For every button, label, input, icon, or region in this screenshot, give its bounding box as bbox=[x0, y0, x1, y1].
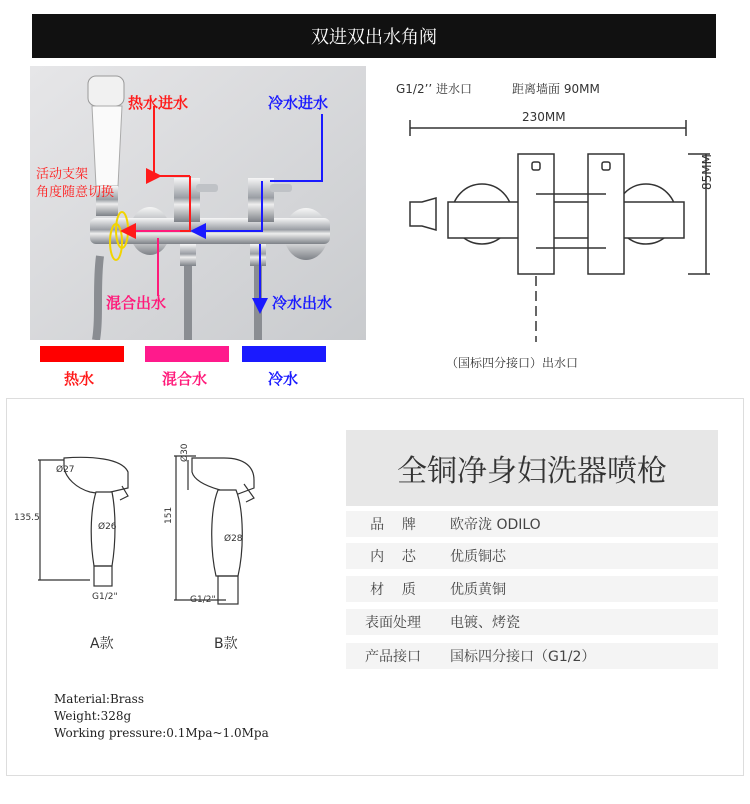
product-photo bbox=[30, 66, 366, 340]
sprayer-a-label: A款 bbox=[90, 636, 114, 652]
spec-row-material bbox=[346, 576, 718, 602]
wall-distance: 距离墙面 90MM bbox=[512, 82, 600, 96]
sprayer-a-thread: G1/2" bbox=[92, 592, 118, 602]
section-title: 双进双出水角阀 bbox=[311, 27, 437, 48]
weight-line: Weight:328g bbox=[54, 709, 132, 723]
spec-value: 欧帝泷 ODILO bbox=[450, 517, 541, 533]
spec-row-brand bbox=[346, 511, 718, 537]
spec-row-core bbox=[346, 543, 718, 569]
spec-value: 电镀、烤瓷 bbox=[450, 615, 520, 631]
spec-key: 内 芯 bbox=[370, 549, 416, 565]
cold-water-in-label: 冷水进水 bbox=[268, 94, 329, 112]
spec-key: 材 质 bbox=[370, 582, 416, 598]
spec-value: 优质铜芯 bbox=[450, 549, 506, 565]
sprayer-b-height-dim: 151 bbox=[164, 506, 174, 524]
section-header bbox=[32, 14, 716, 58]
sprayer-a-head-dim: Ø27 bbox=[56, 465, 75, 475]
width-dimension: 230MM bbox=[522, 110, 566, 124]
product-title: 全铜净身妇洗器喷枪 bbox=[397, 454, 667, 489]
bracket-note-line1: 活动支架 bbox=[36, 167, 89, 182]
sprayer-a-grip-dim: Ø26 bbox=[98, 522, 117, 532]
sprayer-b-head-dim: Ø30 bbox=[180, 443, 190, 462]
spec-value: 优质黄铜 bbox=[450, 582, 506, 598]
valve-technical-drawing bbox=[396, 110, 726, 350]
legend-swatch-mixed bbox=[145, 346, 229, 362]
spec-row-finish bbox=[346, 609, 718, 635]
hot-water-in-label: 热水进水 bbox=[128, 94, 189, 112]
sprayer-b-drawing bbox=[166, 450, 276, 616]
bracket-note-line2: 角度随意切换 bbox=[36, 185, 115, 200]
material-line: Material:Brass bbox=[54, 692, 144, 706]
spec-key: 品 牌 bbox=[370, 517, 416, 533]
spec-row-interface bbox=[346, 643, 718, 669]
legend-label-cold: 冷水 bbox=[268, 370, 299, 388]
pressure-line: Working pressure:0.1Mpa~1.0Mpa bbox=[54, 726, 269, 740]
sprayer-b-grip-dim: Ø28 bbox=[224, 534, 243, 544]
bracket-note bbox=[36, 166, 114, 202]
legend-swatch-cold bbox=[242, 346, 326, 362]
height-dimension: 85MM bbox=[700, 154, 714, 190]
product-title-box bbox=[346, 430, 718, 506]
sprayer-a-height-dim: 135.5 bbox=[14, 513, 40, 523]
spec-key: 表面处理 bbox=[365, 615, 421, 631]
legend-swatch-hot bbox=[40, 346, 124, 362]
spec-value: 国标四分接口（G1/2） bbox=[450, 649, 596, 665]
material-info bbox=[54, 691, 269, 742]
outlet-label: （国标四分接口）出水口 bbox=[446, 356, 579, 370]
legend-label-hot: 热水 bbox=[64, 370, 95, 388]
mixed-water-out-label: 混合出水 bbox=[106, 294, 167, 312]
spec-key: 产品接口 bbox=[365, 649, 421, 665]
legend-label-mixed: 混合水 bbox=[162, 370, 208, 388]
inlet-spec: G1/2’’ 进水口 bbox=[396, 82, 473, 96]
sprayer-a-drawing bbox=[30, 452, 140, 612]
sprayer-b-label: B款 bbox=[214, 636, 238, 652]
sprayer-b-thread: G1/2" bbox=[190, 595, 216, 605]
cold-water-out-label: 冷水出水 bbox=[272, 294, 333, 312]
